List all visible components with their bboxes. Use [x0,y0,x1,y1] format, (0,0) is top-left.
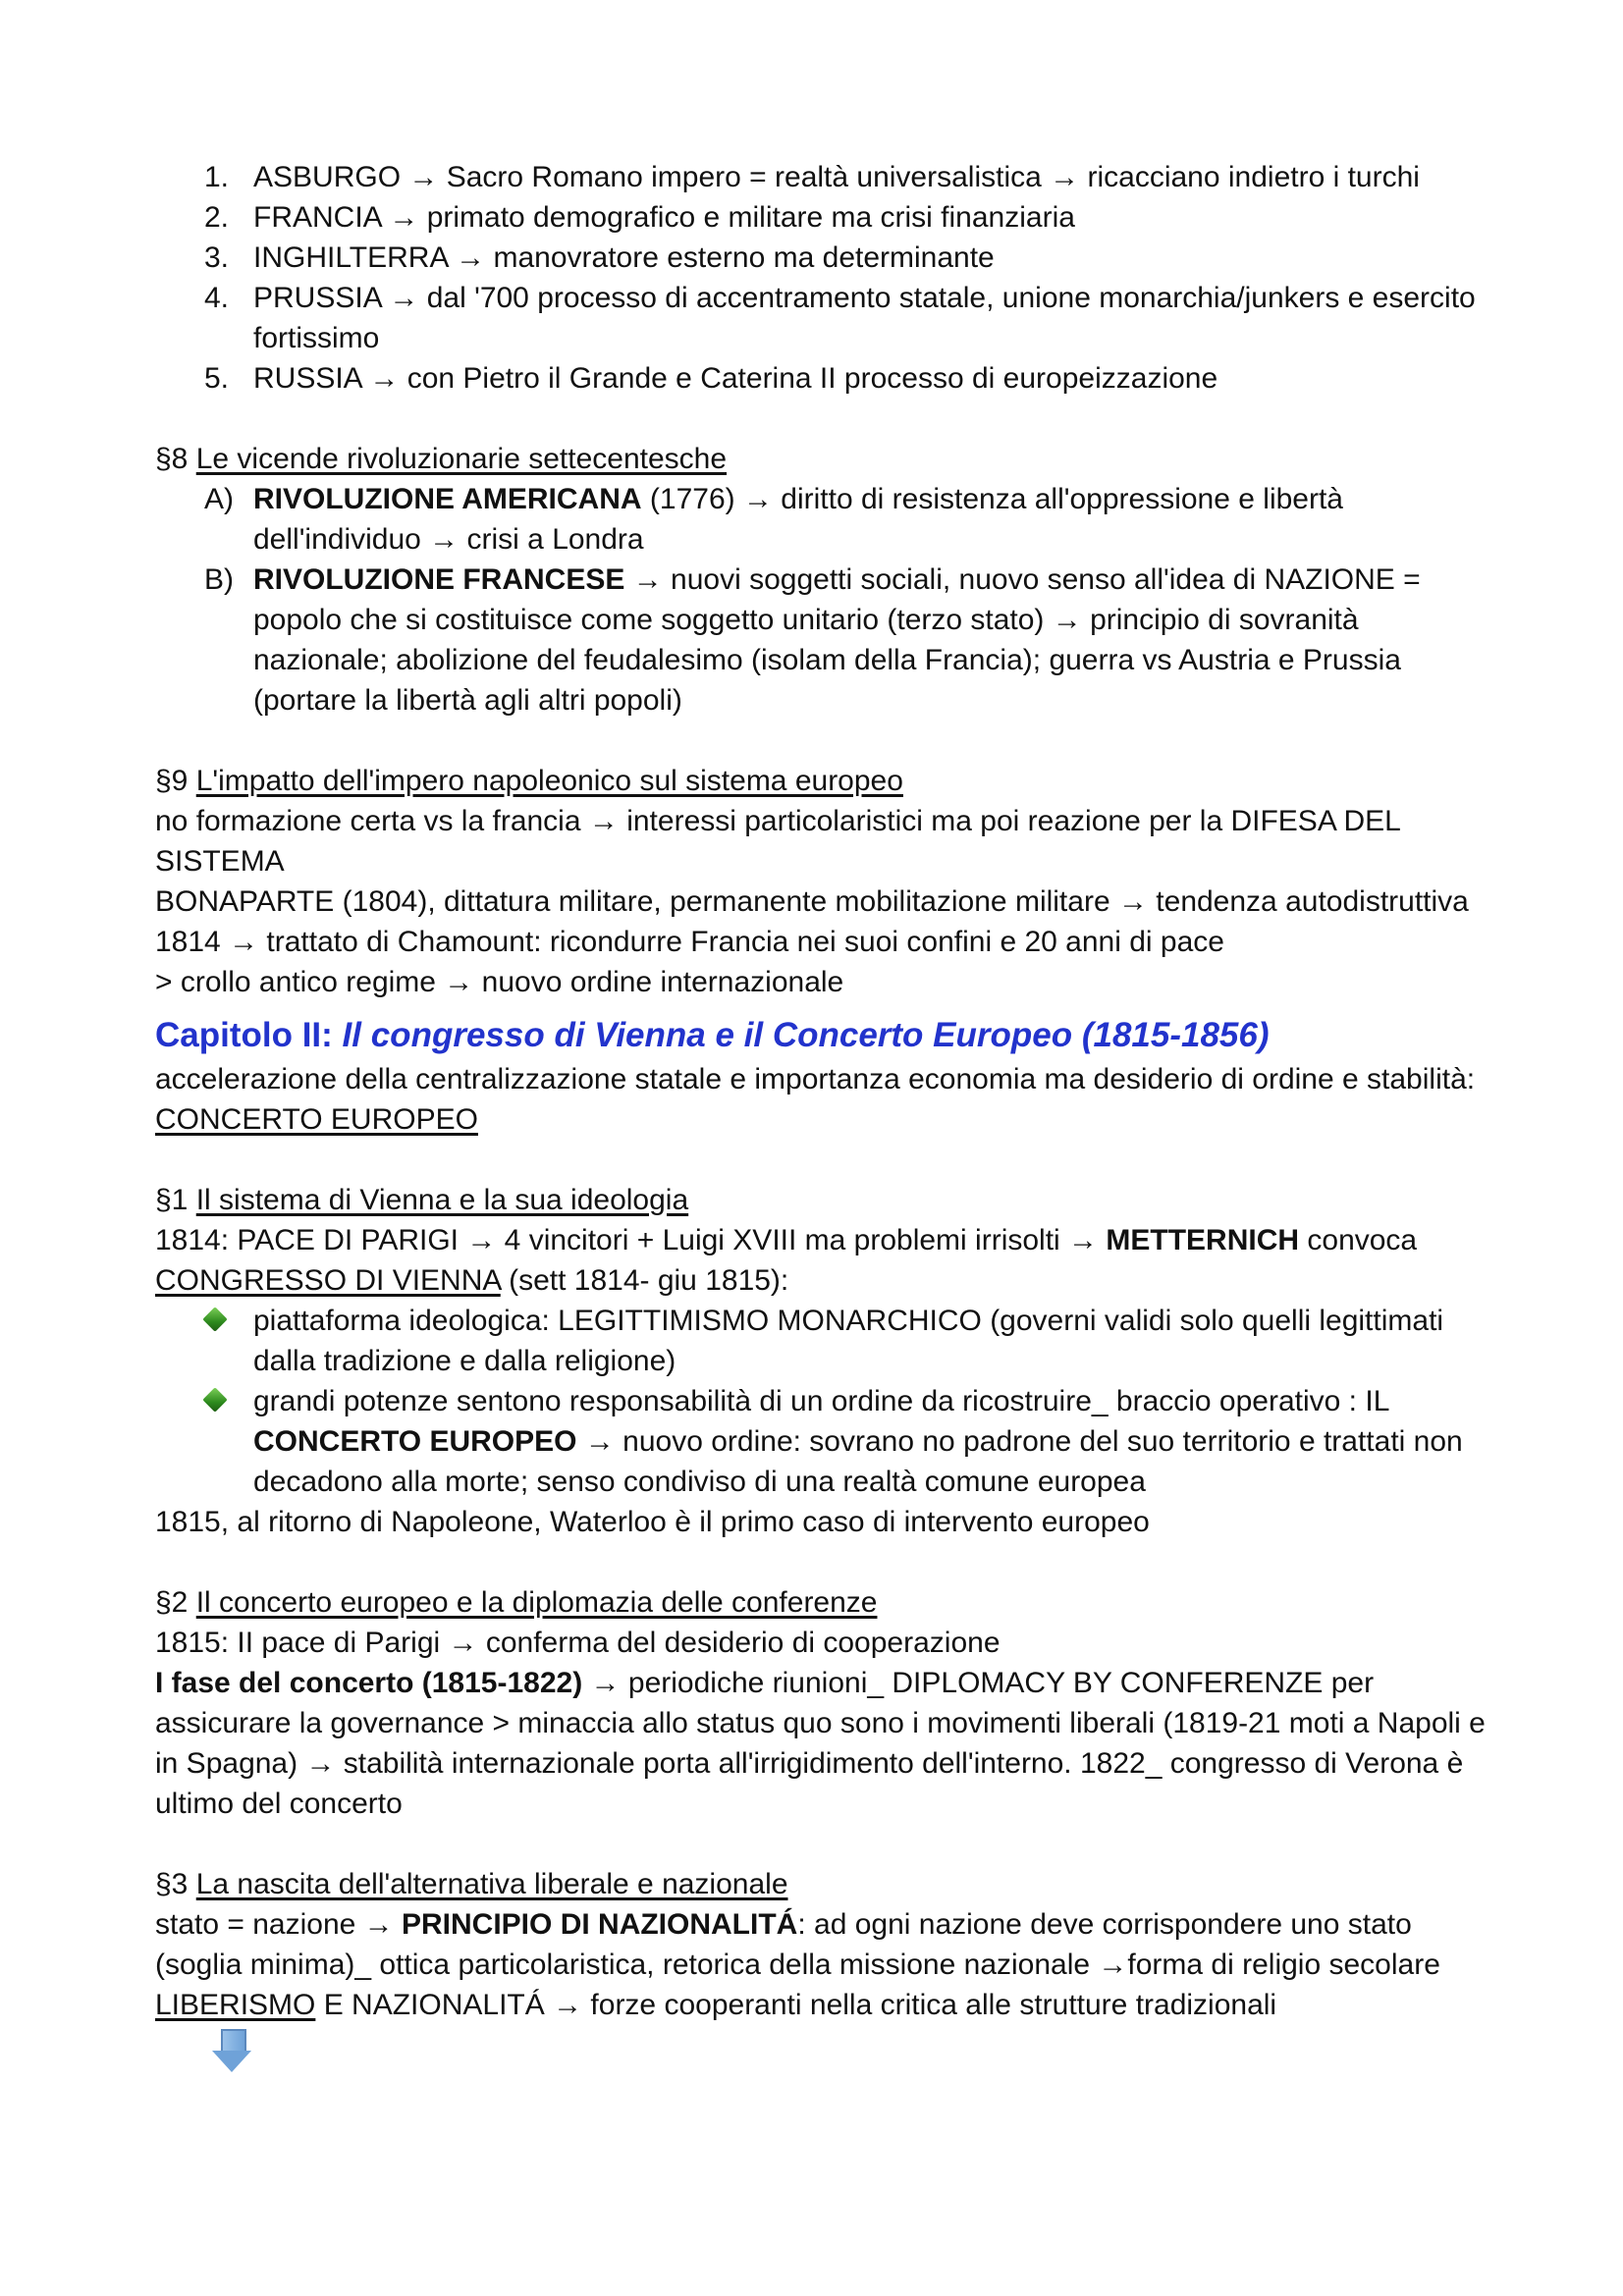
chapter-intro: accelerazione della centralizzazione statale e importanza economia ma desiderio di ordine e stabilità: CONCERTO EUROPEO [155,1063,1476,1136]
paragraph: > crollo antico regime → nuovo ordine internazionale [155,966,844,998]
paragraph: stato = nazione → PRINCIPIO DI NAZIONALITÁ: ad ogni nazione deve corrispondere uno stato (soglia minima)_ ottica particolaristica, retorica della missione nazionale →forma di religio secolare [155,1908,1440,1981]
paragraph: LIBERISMO E NAZIONALITÁ → forze cooperanti nella critica alle strutture tradizionali [155,1989,1277,2021]
down-arrow-icon [212,2029,251,2074]
list-item: 2. FRANCIA → primato demografico e militare ma crisi finanziaria [204,201,1075,234]
section-8-heading: §8 Le vicende rivoluzionarie settecentesche [155,443,728,475]
bullet-list [155,1301,1490,1502]
paragraph: 1814: PACE DI PARIGI → 4 vincitori + Luigi XVIII ma problemi irrisolti → METTERNICH convoca CONGRESSO DI VIENNA (sett 1814- giu 1815): [155,1224,1418,1297]
section-9-heading: §9 L'impatto dell'impero napoleonico sul sistema europeo [155,765,903,797]
green-diamond-bullet-icon [202,1307,227,1331]
list-item: A) RIVOLUZIONE AMERICANA (1776) → diritto di resistenza all'oppressione e libertà dell'individuo → crisi a Londra [204,483,1343,556]
section-1-heading: §1 Il sistema di Vienna e la sua ideologia [155,1184,689,1216]
list-item: grandi potenze sentono responsabilità di un ordine da ricostruire_ braccio operativo : IL CONCERTO EUROPEO → nuovo ordine: sovrano no padrone del suo territorio e trattati non decadono alla morte; senso condiviso di una realtà comune europea [155,1381,1490,1502]
revolutions-list [155,479,1490,721]
paragraph: 1814 → trattato di Chamount: ricondurre Francia nei suoi confini e 20 anni di pace [155,926,1224,958]
green-diamond-bullet-icon [202,1387,227,1412]
list-item: 3. INGHILTERRA → manovratore esterno ma determinante [204,241,995,274]
paragraph: no formazione certa vs la francia → interessi particolaristici ma poi reazione per la DIFESA DEL SISTEMA [155,805,1400,878]
paragraph: I fase del concerto (1815-1822) → periodiche riunioni_ DIPLOMACY BY CONFERENZE per assicurare la governance > minaccia allo status quo sono i movimenti liberali (1819-21 moti a Napoli e in Spagna) → stabilità internazionale porta all'irrigidimento dell'interno. 1822_ congresso di Verona è ultimo del concerto [155,1667,1486,1820]
paragraph: 1815, al ritorno di Napoleone, Waterloo è il primo caso di intervento europeo [155,1506,1150,1538]
paragraph: 1815: II pace di Parigi → conferma del desiderio di cooperazione [155,1627,1001,1659]
document-page [155,157,1490,2074]
section-2-heading: §2 Il concerto europeo e la diplomazia delle conferenze [155,1586,878,1619]
paragraph: BONAPARTE (1804), dittatura militare, permanente mobilitazione militare → tendenza autodistruttiva [155,885,1469,918]
powers-list [155,157,1490,399]
list-item: B) RIVOLUZIONE FRANCESE → nuovi soggetti sociali, nuovo senso all'idea di NAZIONE = popolo che si costituisce come soggetto unitario (terzo stato) → principio di sovranità nazionale; abolizione del feudalesimo (isolam della Francia); guerra vs Austria e Prussia (portare la libertà agli altri popoli) [204,563,1421,717]
chapter-title: Capitolo II: Il congresso di Vienna e il Concerto Europeo (1815-1856) [155,1016,1270,1054]
list-item: 1. ASBURGO → Sacro Romano impero = realtà universalistica → ricacciano indietro i turchi [204,161,1420,193]
section-3-heading: §3 La nascita dell'alternativa liberale e nazionale [155,1868,788,1900]
list-item: 4. PRUSSIA → dal '700 processo di accentramento statale, unione monarchia/junkers e esercito fortissimo [204,282,1476,354]
list-item: piattaforma ideologica: LEGITTIMISMO MONARCHICO (governi validi solo quelli legittimati dalla tradizione e dalla religione) [155,1301,1490,1381]
list-item: 5. RUSSIA → con Pietro il Grande e Caterina II processo di europeizzazione [204,362,1218,395]
